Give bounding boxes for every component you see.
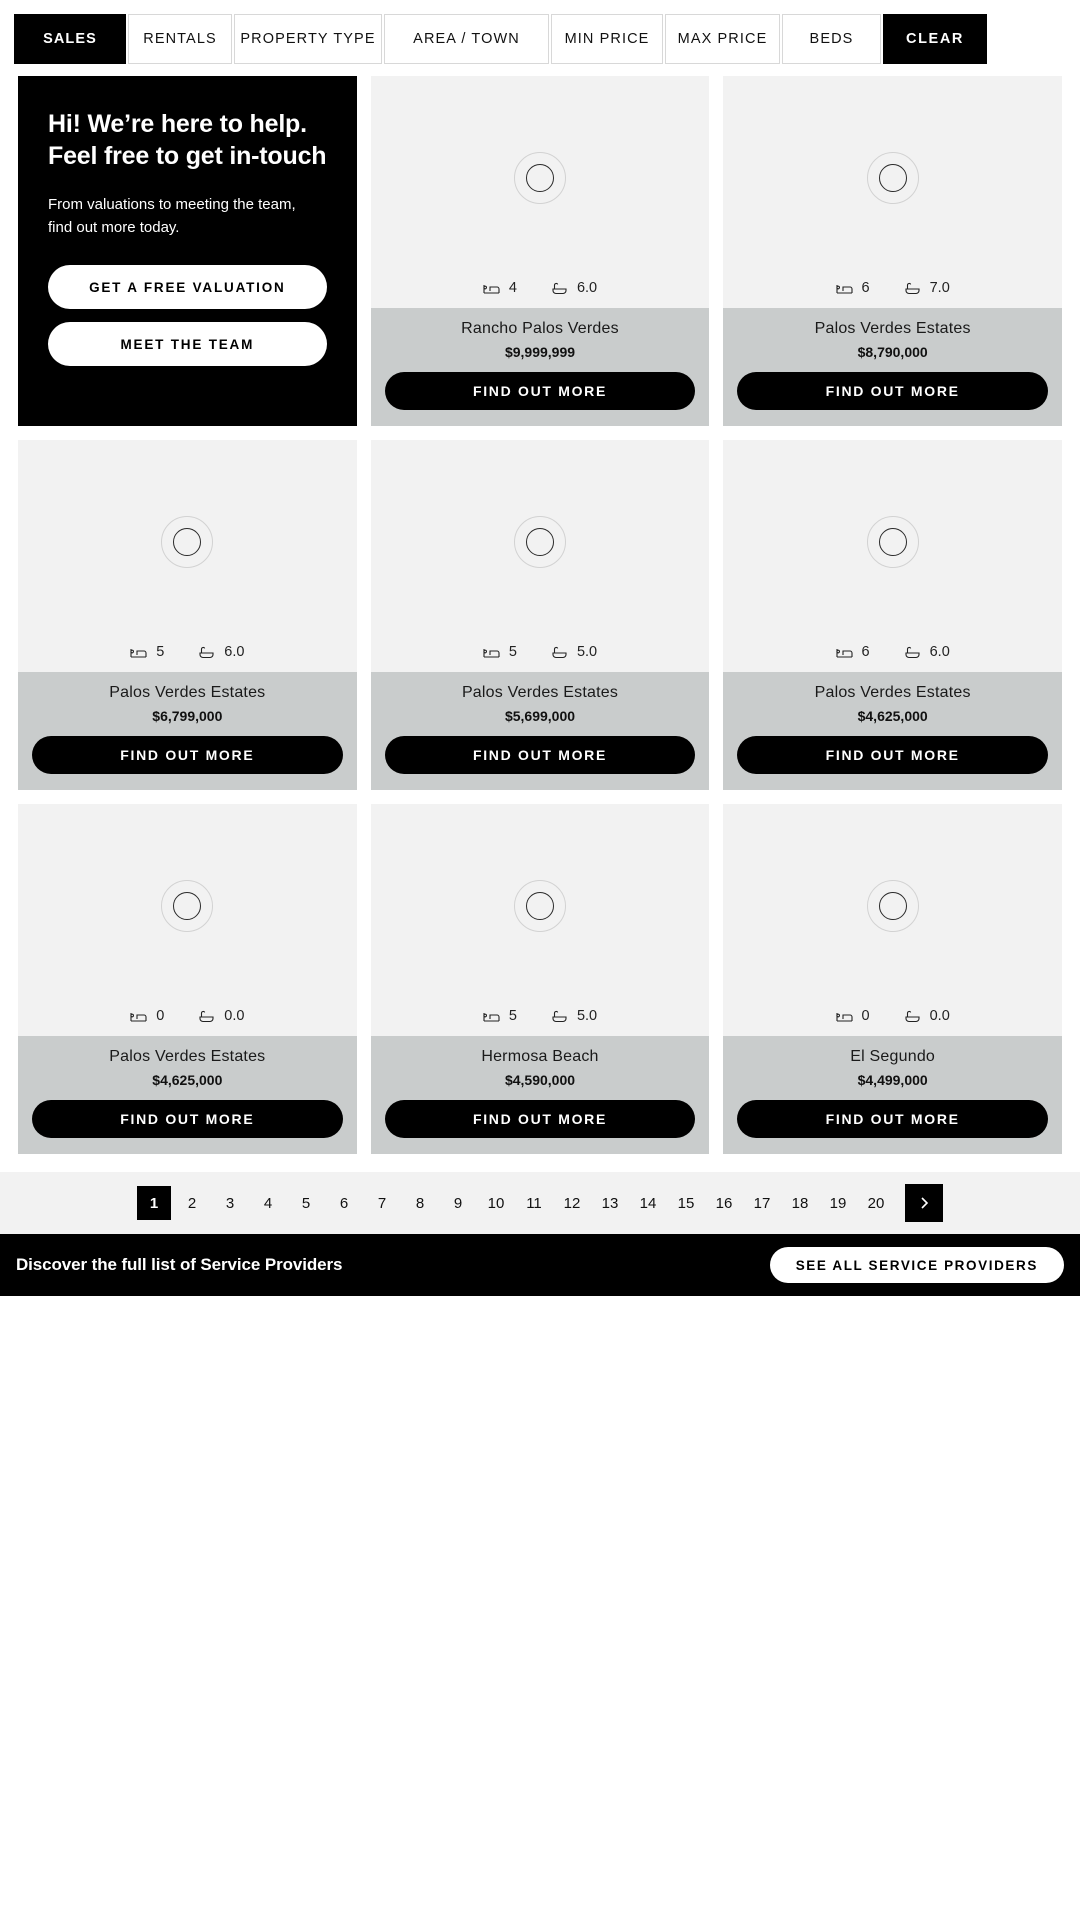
beds-value: 6 <box>861 280 870 296</box>
page-5[interactable]: 5 <box>301 1194 311 1212</box>
filter-max-price[interactable]: MAX PRICE <box>665 14 780 64</box>
find-out-more-button[interactable]: FIND OUT MORE <box>737 372 1048 410</box>
property-title: Rancho Palos Verdes <box>461 320 619 337</box>
bath-icon <box>904 282 921 295</box>
promo-body: From valuations to meeting the team, find out more today. <box>48 196 296 236</box>
baths-spec <box>198 1008 244 1024</box>
property-title: El Segundo <box>850 1048 936 1065</box>
beds-spec <box>836 280 870 296</box>
bed-icon <box>483 1010 500 1023</box>
page-10[interactable]: 10 <box>487 1194 505 1212</box>
bath-icon <box>198 1010 215 1023</box>
baths-spec <box>198 644 244 660</box>
property-specs <box>18 1008 357 1036</box>
beds-spec <box>483 280 517 296</box>
filter-sales[interactable]: SALES <box>14 14 126 64</box>
baths-value: 0.0 <box>929 1008 950 1024</box>
page-7[interactable]: 7 <box>377 1194 387 1212</box>
bed-icon <box>483 646 500 659</box>
loading-spinner-icon <box>514 880 566 932</box>
filter-rentals[interactable]: RENTALS <box>128 14 232 64</box>
find-out-more-button[interactable]: FIND OUT MORE <box>32 736 343 774</box>
property-price: $8,790,000 <box>857 344 928 360</box>
property-info <box>723 1036 1062 1154</box>
baths-spec <box>551 280 597 296</box>
property-price: $4,590,000 <box>504 1072 576 1088</box>
property-title: Palos Verdes Estates <box>109 684 266 701</box>
property-card[interactable] <box>723 440 1062 790</box>
beds-value: 5 <box>156 644 165 660</box>
property-image-placeholder <box>723 804 1062 1008</box>
property-card[interactable] <box>371 804 710 1154</box>
beds-value: 6 <box>861 644 870 660</box>
bath-icon <box>551 646 568 659</box>
property-title: Palos Verdes Estates <box>461 684 619 701</box>
filter-bar <box>0 0 1080 76</box>
filter-area-town[interactable]: AREA / TOWN <box>384 14 549 64</box>
property-title: Palos Verdes Estates <box>109 1048 266 1065</box>
property-image-placeholder <box>371 804 710 1008</box>
filter-min-price[interactable]: MIN PRICE <box>551 14 663 64</box>
page-2[interactable]: 2 <box>187 1194 197 1212</box>
find-out-more-button[interactable]: FIND OUT MORE <box>737 736 1048 774</box>
bath-icon <box>551 1010 568 1023</box>
beds-value: 4 <box>508 280 517 296</box>
loading-spinner-icon <box>514 152 566 204</box>
property-card[interactable] <box>18 440 357 790</box>
baths-value: 5.0 <box>576 644 598 660</box>
property-info <box>371 308 710 426</box>
get-free-valuation-button[interactable]: GET A FREE VALUATION <box>48 265 327 309</box>
property-info <box>18 1036 357 1154</box>
property-card[interactable] <box>371 76 710 426</box>
property-card[interactable] <box>723 76 1062 426</box>
bath-icon <box>198 646 215 659</box>
baths-value: 6.0 <box>929 644 950 660</box>
filter-property-type[interactable]: PROPERTY TYPE <box>234 14 382 64</box>
beds-spec <box>836 1008 870 1024</box>
loading-spinner-icon <box>867 516 919 568</box>
loading-spinner-icon <box>161 880 213 932</box>
property-specs <box>371 1008 710 1036</box>
filter-beds[interactable]: BEDS <box>782 14 881 64</box>
bed-icon <box>836 282 853 295</box>
bed-icon <box>836 1010 853 1023</box>
baths-spec <box>551 644 597 660</box>
property-price: $4,625,000 <box>857 708 928 724</box>
baths-spec <box>904 280 950 296</box>
baths-value: 7.0 <box>929 280 950 296</box>
beds-spec <box>130 1008 164 1024</box>
page-17[interactable]: 17 <box>753 1194 771 1212</box>
property-price: $9,999,999 <box>504 344 576 360</box>
property-title: Hermosa Beach <box>481 1048 599 1065</box>
beds-value: 5 <box>508 644 517 660</box>
page-1[interactable]: 1 <box>137 1186 171 1220</box>
property-price: $4,499,000 <box>857 1072 928 1088</box>
property-info <box>371 672 710 790</box>
page-6[interactable]: 6 <box>339 1194 349 1212</box>
baths-spec <box>904 644 950 660</box>
page-13[interactable]: 13 <box>601 1194 619 1212</box>
see-all-service-providers-button[interactable]: SEE ALL SERVICE PROVIDERS <box>770 1247 1064 1283</box>
property-image-placeholder <box>18 440 357 644</box>
find-out-more-button[interactable]: FIND OUT MORE <box>385 1100 696 1138</box>
property-image-placeholder <box>723 440 1062 644</box>
page-12[interactable]: 12 <box>563 1194 581 1212</box>
pagination <box>0 1172 1080 1234</box>
bed-icon <box>836 646 853 659</box>
promo-card <box>18 76 357 426</box>
property-price: $6,799,000 <box>152 708 223 724</box>
property-image-placeholder <box>723 76 1062 280</box>
property-card[interactable] <box>18 804 357 1154</box>
baths-value: 5.0 <box>576 1008 598 1024</box>
page-19[interactable]: 19 <box>829 1194 847 1212</box>
property-specs <box>371 280 710 308</box>
filter-clear-button[interactable]: CLEAR <box>883 14 987 64</box>
find-out-more-button[interactable]: FIND OUT MORE <box>737 1100 1048 1138</box>
baths-spec <box>904 1008 950 1024</box>
baths-value: 0.0 <box>224 1008 245 1024</box>
baths-value: 6.0 <box>224 644 245 660</box>
beds-value: 0 <box>861 1008 870 1024</box>
property-specs <box>723 1008 1062 1036</box>
property-title: Palos Verdes Estates <box>814 684 971 701</box>
property-image-placeholder <box>18 804 357 1008</box>
page-9[interactable]: 9 <box>453 1194 463 1212</box>
page-14[interactable]: 14 <box>639 1194 657 1212</box>
property-card[interactable] <box>371 440 710 790</box>
chevron-right-icon[interactable] <box>905 1184 943 1222</box>
find-out-more-button[interactable]: FIND OUT MORE <box>385 372 696 410</box>
property-info <box>723 672 1062 790</box>
property-title: Palos Verdes Estates <box>814 320 971 337</box>
find-out-more-button[interactable]: FIND OUT MORE <box>32 1100 343 1138</box>
page-15[interactable]: 15 <box>677 1194 695 1212</box>
find-out-more-button[interactable]: FIND OUT MORE <box>385 736 696 774</box>
beds-value: 0 <box>156 1008 165 1024</box>
page-4[interactable]: 4 <box>263 1194 273 1212</box>
property-image-placeholder <box>371 76 710 280</box>
banner-text: Discover the full list of Service Providers <box>16 1255 343 1274</box>
promo-heading: Hi! We’re here to help. Feel free to get in-touch <box>48 110 327 170</box>
service-providers-banner <box>0 1234 1080 1296</box>
page-3[interactable]: 3 <box>225 1194 235 1212</box>
baths-spec <box>551 1008 597 1024</box>
beds-spec <box>483 1008 517 1024</box>
property-specs <box>371 644 710 672</box>
loading-spinner-icon <box>867 152 919 204</box>
beds-spec <box>836 644 870 660</box>
meet-the-team-button[interactable]: MEET THE TEAM <box>48 322 327 366</box>
bed-icon <box>130 1010 147 1023</box>
page-8[interactable]: 8 <box>415 1194 425 1212</box>
property-specs <box>18 644 357 672</box>
page-18[interactable]: 18 <box>791 1194 809 1212</box>
property-info <box>371 1036 710 1154</box>
property-image-placeholder <box>371 440 710 644</box>
loading-spinner-icon <box>514 516 566 568</box>
page-20[interactable]: 20 <box>867 1194 885 1212</box>
bed-icon <box>483 282 500 295</box>
loading-spinner-icon <box>161 516 213 568</box>
listings-section <box>0 76 1080 1154</box>
page-11[interactable]: 11 <box>526 1194 542 1212</box>
bed-icon <box>130 646 147 659</box>
property-price: $5,699,000 <box>504 708 576 724</box>
page-16[interactable]: 16 <box>715 1194 733 1212</box>
property-specs <box>723 644 1062 672</box>
property-info <box>723 308 1062 426</box>
property-specs <box>723 280 1062 308</box>
loading-spinner-icon <box>867 880 919 932</box>
beds-spec <box>483 644 517 660</box>
property-card[interactable] <box>723 804 1062 1154</box>
bath-icon <box>904 1010 921 1023</box>
beds-spec <box>130 644 164 660</box>
property-price: $4,625,000 <box>152 1072 223 1088</box>
bath-icon <box>551 282 568 295</box>
listings-grid <box>18 76 1062 1154</box>
bath-icon <box>904 646 921 659</box>
property-info <box>18 672 357 790</box>
beds-value: 5 <box>508 1008 517 1024</box>
baths-value: 6.0 <box>576 280 598 296</box>
